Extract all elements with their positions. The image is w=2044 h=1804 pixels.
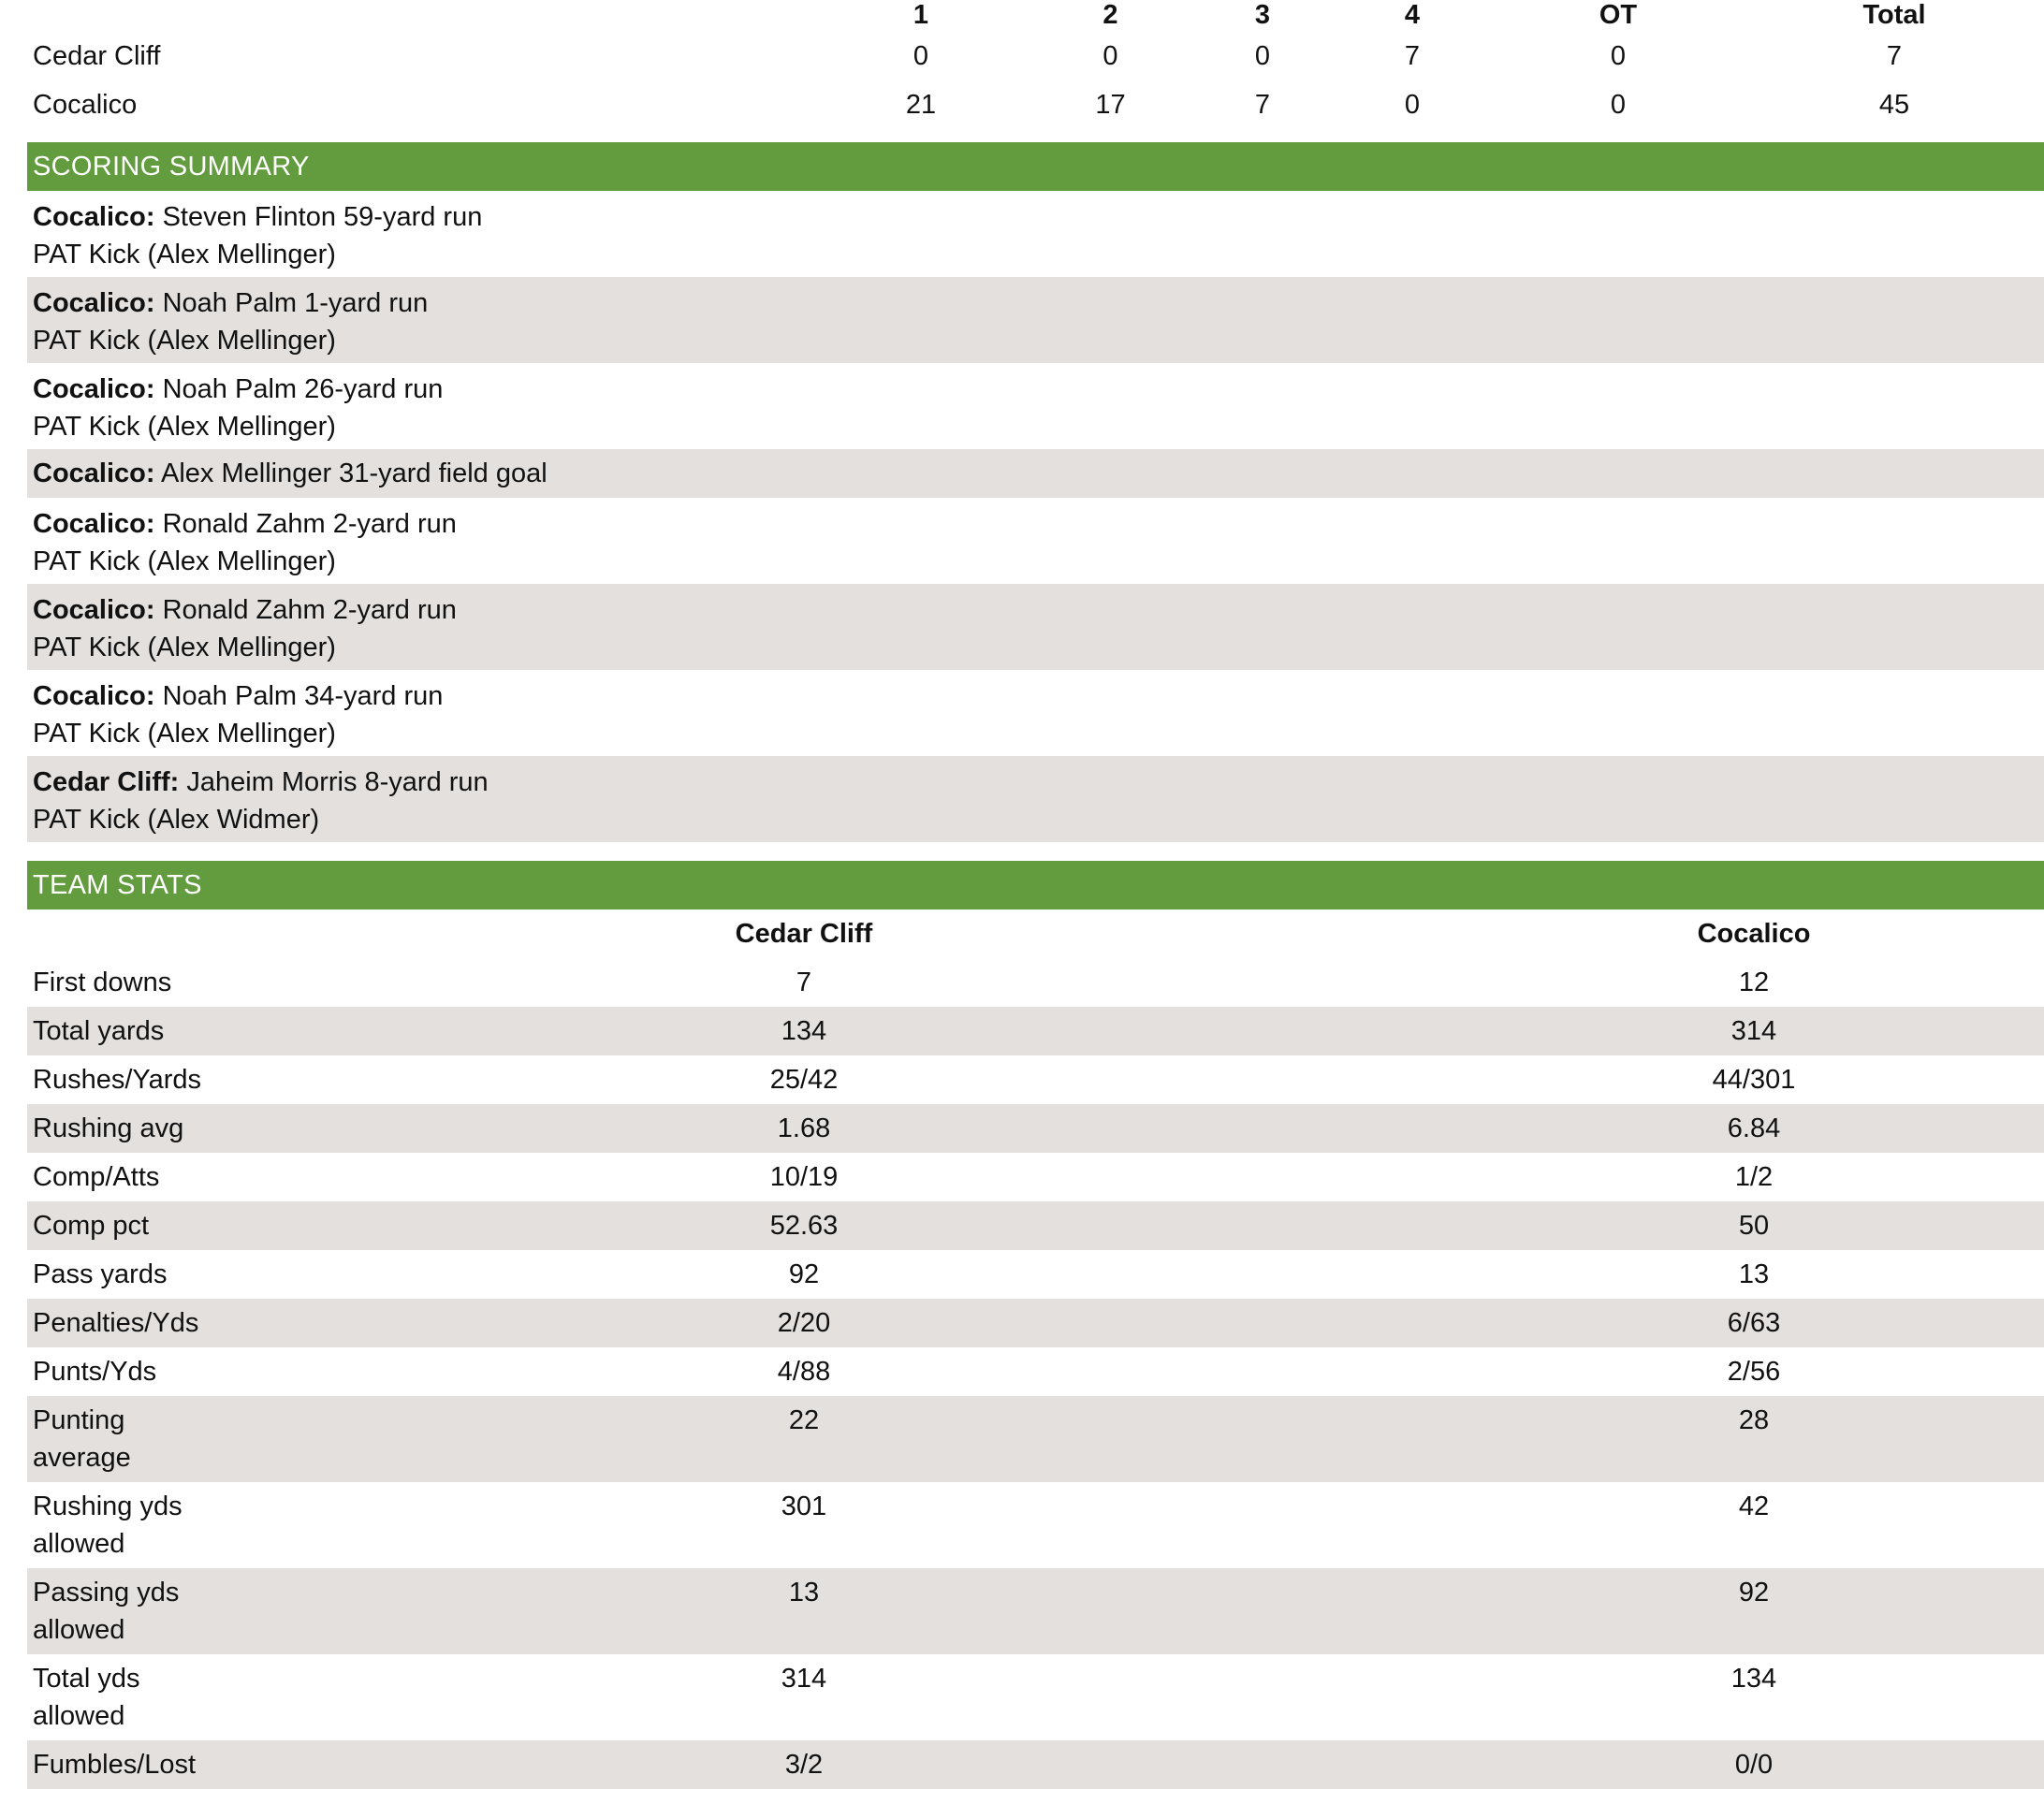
stat-value-b: 6/63: [1623, 1299, 1885, 1347]
stat-value-b: 28: [1623, 1396, 1885, 1482]
stat-value-a: 2/20: [673, 1299, 935, 1347]
linescore-q4: 7: [1404, 40, 1421, 71]
team-stats-header: TEAM STATS: [27, 861, 2044, 909]
linescore-q1: 0: [912, 40, 929, 71]
stat-row: [27, 1153, 2044, 1201]
stat-value-b: 44/301: [1712, 1065, 1796, 1095]
stat-value-a: 10/19: [769, 1162, 839, 1192]
stat-row: [27, 1482, 2044, 1568]
stat-label: Rushing yds allowed: [33, 1491, 182, 1559]
stat-row: [27, 1740, 2044, 1789]
stat-value-b: 13: [1738, 1259, 1770, 1289]
linescore-total: 7: [1886, 40, 1903, 71]
linescore-header-q2: 2: [1102, 0, 1118, 30]
scoring-pat: PAT Kick (Alex Mellinger): [33, 633, 336, 662]
scoring-play-desc: Noah Palm 26-yard run: [162, 374, 444, 404]
stat-label: Total yds allowed: [33, 1664, 140, 1731]
scoring-team: Cedar Cliff:: [33, 767, 180, 797]
linescore-table: [27, 0, 2044, 129]
stat-row: [27, 1347, 2044, 1396]
team-stats-team-a: Cedar Cliff: [735, 918, 873, 949]
stat-label: First downs: [33, 967, 172, 997]
scoring-pat: PAT Kick (Alex Mellinger): [33, 326, 336, 356]
team-stats-team-b: Cocalico: [1697, 918, 1811, 949]
stat-value-a: 1.68: [673, 1104, 935, 1153]
stat-value-b: 2/56: [1727, 1357, 1781, 1387]
stat-value-a: 4/88: [777, 1357, 831, 1387]
linescore-header-ot: OT: [1599, 0, 1638, 30]
stat-row: [27, 1250, 2044, 1299]
scoring-play: [27, 363, 2044, 449]
linescore-q2: 0: [1102, 40, 1118, 71]
stat-value-a: 22: [673, 1396, 935, 1482]
scoring-play-desc: Ronald Zahm 2-yard run: [162, 595, 457, 625]
game-box-score: [27, 0, 2044, 1789]
stat-value-a: 7: [796, 967, 812, 997]
linescore-team: Cocalico: [33, 89, 138, 120]
stat-row: [27, 958, 2044, 1007]
linescore-q3: 0: [1254, 40, 1271, 71]
linescore-header-team: [27, 0, 813, 32]
stat-label: Passing yds allowed: [33, 1578, 180, 1645]
linescore-row: [27, 80, 2044, 129]
stat-label: Comp/Atts: [33, 1162, 160, 1192]
team-stats-table: [27, 909, 2044, 1789]
stat-value-a: 134: [673, 1007, 935, 1055]
linescore-q4: 0: [1404, 89, 1421, 120]
scoring-team: Cocalico:: [33, 374, 155, 404]
stat-label: Fumbles/Lost: [27, 1740, 673, 1789]
scoring-summary-list: [27, 191, 2044, 842]
scoring-play: [27, 277, 2044, 363]
stat-value-a: 314: [781, 1664, 827, 1694]
stat-value-b: 92: [1623, 1568, 1885, 1654]
scoring-play-desc: Alex Mellinger 31-yard field goal: [161, 458, 548, 488]
scoring-play: [27, 498, 2044, 584]
linescore-team: Cedar Cliff: [33, 40, 161, 71]
stat-label: Total yards: [27, 1007, 673, 1055]
stat-label: Punting average: [33, 1405, 131, 1473]
stat-row: [27, 1055, 2044, 1104]
linescore-header-row: [27, 0, 2044, 32]
scoring-pat: PAT Kick (Alex Mellinger): [33, 719, 336, 749]
scoring-pat: PAT Kick (Alex Widmer): [33, 805, 320, 835]
linescore-q2: 17: [1095, 89, 1126, 120]
scoring-team: Cocalico:: [33, 595, 155, 625]
scoring-pat: PAT Kick (Alex Mellinger): [33, 412, 336, 442]
scoring-team: Cocalico:: [33, 458, 155, 488]
scoring-play-desc: Steven Flinton 59-yard run: [162, 202, 483, 232]
linescore-header-q4: 4: [1404, 0, 1421, 30]
team-stats-header-row: [27, 909, 2044, 958]
scoring-summary-header: SCORING SUMMARY: [27, 142, 2044, 191]
stat-label: Punts/Yds: [33, 1357, 157, 1387]
stat-value-b: 134: [1730, 1664, 1777, 1694]
stat-value-b: 12: [1738, 967, 1770, 997]
stat-label: Rushes/Yards: [33, 1065, 201, 1095]
linescore-q1: 21: [905, 89, 937, 120]
scoring-play: [27, 670, 2044, 756]
scoring-play: [27, 191, 2044, 277]
linescore-total: 45: [1878, 89, 1910, 120]
scoring-team: Cocalico:: [33, 509, 155, 539]
linescore-ot: 0: [1610, 89, 1627, 120]
scoring-play-desc: Jaheim Morris 8-yard run: [186, 767, 489, 797]
stat-label: Rushing avg: [27, 1104, 673, 1153]
stat-value-a: 52.63: [673, 1201, 935, 1250]
stat-row: [27, 1396, 2044, 1482]
stat-value-b: 314: [1623, 1007, 1885, 1055]
stat-row: [27, 1654, 2044, 1740]
scoring-play-desc: Ronald Zahm 2-yard run: [162, 509, 457, 539]
stat-row: [27, 1201, 2044, 1250]
stat-value-b: 50: [1623, 1201, 1885, 1250]
scoring-play-desc: Noah Palm 34-yard run: [162, 681, 444, 711]
linescore-header-total: Total: [1862, 0, 1926, 30]
stat-value-a: 25/42: [769, 1065, 839, 1095]
stat-value-a: 13: [673, 1568, 935, 1654]
scoring-pat: PAT Kick (Alex Mellinger): [33, 240, 336, 269]
scoring-team: Cocalico:: [33, 202, 155, 232]
linescore-q3: 7: [1254, 89, 1271, 120]
stat-label: Penalties/Yds: [27, 1299, 673, 1347]
stat-value-a: 92: [788, 1259, 820, 1289]
stat-value-a: 301: [781, 1491, 827, 1521]
scoring-play: [27, 756, 2044, 842]
linescore-header-q3: 3: [1254, 0, 1271, 30]
scoring-team: Cocalico:: [33, 681, 155, 711]
scoring-team: Cocalico:: [33, 288, 155, 318]
stat-value-b: 1/2: [1734, 1162, 1774, 1192]
linescore-ot: 0: [1610, 40, 1627, 71]
stat-value-b: 0/0: [1623, 1740, 1885, 1789]
linescore-row: [27, 32, 2044, 80]
stat-value-b: 42: [1738, 1491, 1770, 1521]
scoring-play-desc: Noah Palm 1-yard run: [162, 288, 429, 318]
stat-row: [27, 1568, 2044, 1654]
scoring-play: [27, 584, 2044, 670]
stat-value-b: 6.84: [1623, 1104, 1885, 1153]
stat-row: [27, 1104, 2044, 1153]
linescore-header-q1: 1: [912, 0, 929, 30]
stat-label: Comp pct: [27, 1201, 673, 1250]
stat-label: Pass yards: [33, 1259, 168, 1289]
stat-value-a: 3/2: [673, 1740, 935, 1789]
scoring-play: [27, 449, 2044, 498]
stat-row: [27, 1007, 2044, 1055]
scoring-pat: PAT Kick (Alex Mellinger): [33, 546, 336, 576]
stat-row: [27, 1299, 2044, 1347]
